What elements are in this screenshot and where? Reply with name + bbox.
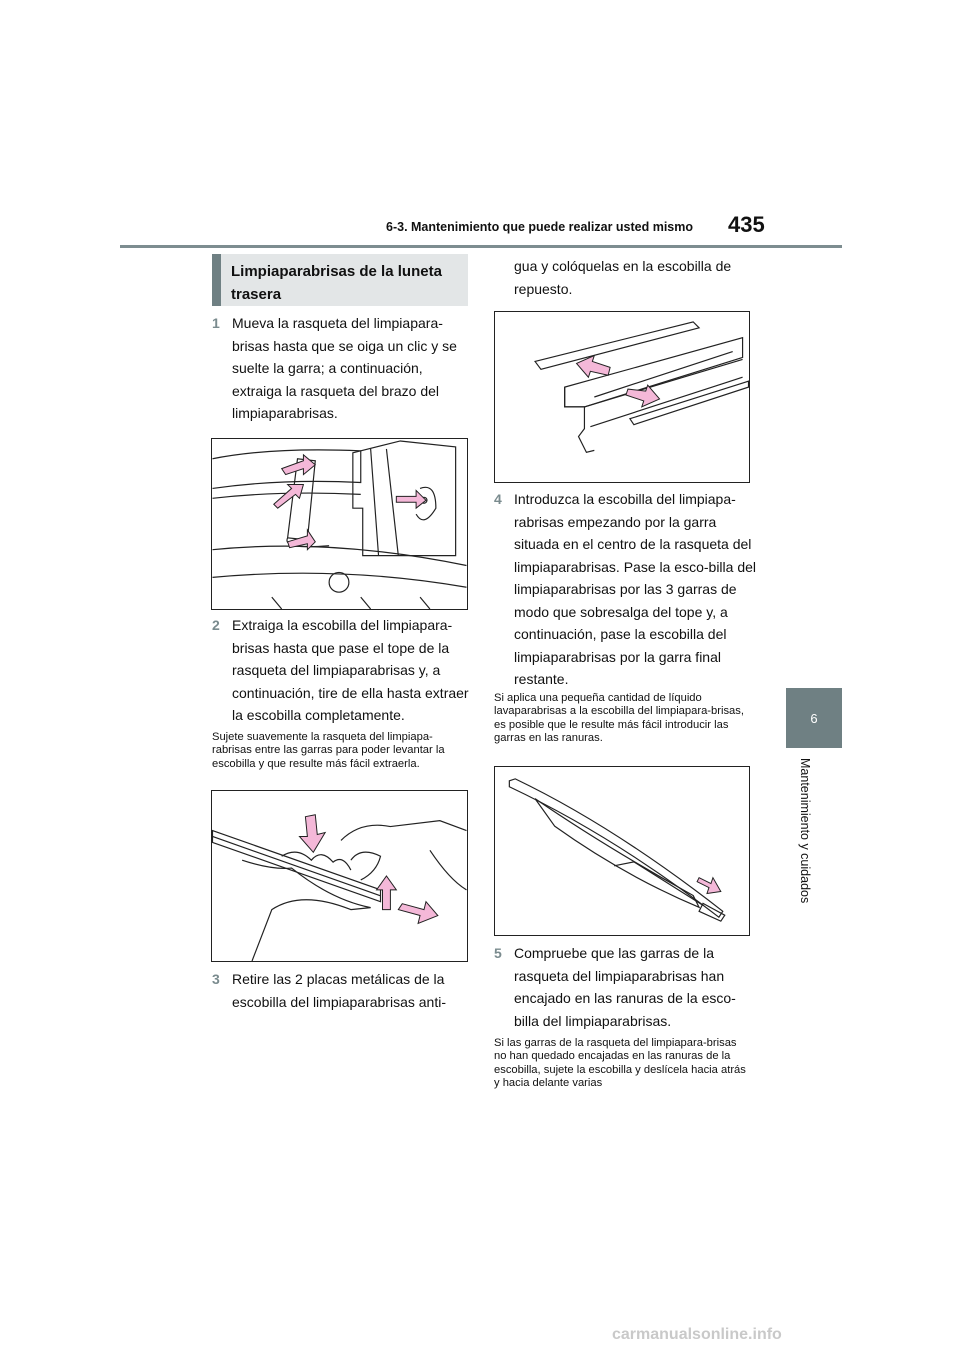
step-text: Compruebe que las garras de la rasqueta del limpiaparabrisas han encajado en las ranuras de la esco-billa del limpiaparabrisas. bbox=[514, 945, 736, 1029]
metal-plates-illustration bbox=[495, 312, 749, 482]
hands-illustration bbox=[212, 791, 467, 961]
step-text: Mueva la rasqueta del limpiapara-brisas hasta que se oiga un clic y se suelte la garra; a continuación, extraiga la rasqueta del brazo del limpiaparabrisas. bbox=[232, 315, 457, 421]
arrow-shape bbox=[274, 484, 304, 508]
step-4 bbox=[494, 488, 756, 691]
step-5 bbox=[494, 942, 756, 1032]
step-number: 3 bbox=[212, 971, 220, 987]
step-number: 2 bbox=[212, 617, 220, 633]
wiper-arm-illustration bbox=[212, 439, 467, 609]
chapter-tab[interactable]: 6 bbox=[786, 688, 842, 748]
figure-insert-rubber bbox=[494, 766, 750, 936]
arrow-shape bbox=[396, 490, 426, 508]
step-3-continuation bbox=[494, 255, 756, 300]
arrow-shape bbox=[398, 902, 438, 924]
step-3 bbox=[212, 968, 474, 1013]
arrow-shape bbox=[299, 815, 325, 853]
header-rule bbox=[120, 245, 842, 248]
step-2 bbox=[212, 614, 474, 727]
step-1 bbox=[212, 312, 474, 425]
note-step-2: Sujete suavemente la rasqueta del limpiapa-rabrisas entre las garras para poder levantar la escobilla y que resulte más fácil extraerla. bbox=[212, 731, 445, 770]
figure-metal-plates bbox=[494, 311, 750, 483]
note-step-5: Si las garras de la rasqueta del limpiapara-brisas no han quedado encajadas en las ranuras de la escobilla, sujete la escobilla y deslícela hacia atrás y hacia delante varias bbox=[494, 1037, 746, 1090]
step-text: Introduzca la escobilla del limpiapa-rabrisas empezando por la garra situada en el centro de la rasqueta del limpiaparabrisas. Pase la esco-billa del limpiaparabrisas por las 3 garras de modo que sobresalga del tope y, a continuación, pase la escobilla del limpiaparabrisas por la garra final restante. bbox=[514, 491, 757, 687]
arrow-shape bbox=[697, 878, 721, 894]
step-number: 5 bbox=[494, 945, 502, 961]
figure-remove-blade bbox=[211, 438, 468, 610]
arrow-shape bbox=[282, 455, 316, 475]
arrow-shape bbox=[377, 876, 397, 910]
step-number: 1 bbox=[212, 315, 220, 331]
step-text: Extraiga la escobilla del limpiapara-brisas hasta que pase el tope de la rasqueta del limpiaparabrisas y, a continuación, tire de ella hasta extraer la escobilla completamente. bbox=[232, 617, 469, 723]
page-number: 435 bbox=[728, 212, 765, 237]
note-step-4: Si aplica una pequeña cantidad de líquido lavaparabrisas a la escobilla del limpiapara-brisas, es posible que le resulte más fácil introducir las garras en las ranuras. bbox=[494, 692, 744, 745]
step-number: 4 bbox=[494, 491, 502, 507]
step-text: gua y colóquelas en la escobilla de repuesto. bbox=[514, 258, 732, 297]
step-text: Retire las 2 placas metálicas de la escobilla del limpiaparabrisas anti- bbox=[232, 971, 446, 1010]
figure-extract-rubber bbox=[211, 790, 468, 962]
section-title: Limpiaparabrisas de la luneta trasera bbox=[212, 254, 468, 306]
running-header: 6-3. Mantenimiento que puede realizar usted mismo bbox=[386, 220, 694, 234]
chapter-label: Mantenimiento y cuidados bbox=[798, 758, 812, 904]
watermark: carmanualsonline.info bbox=[612, 1326, 782, 1343]
wiper-blade-illustration bbox=[495, 767, 749, 935]
